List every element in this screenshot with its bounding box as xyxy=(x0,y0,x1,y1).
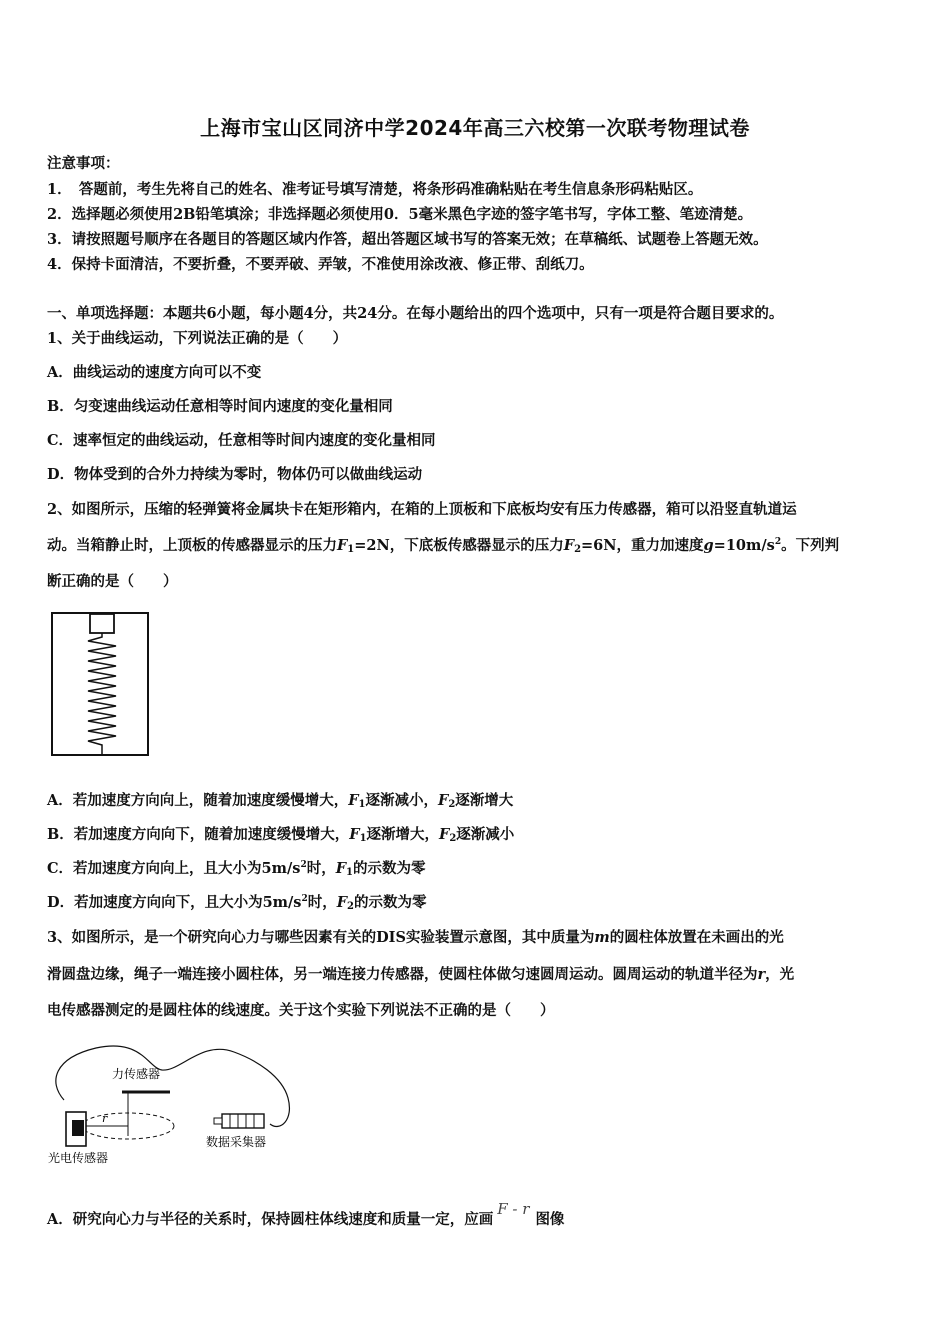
q1-option-c: C．速率恒定的曲线运动，任意相等时间内速度的变化量相同 xyxy=(47,432,436,449)
formula-f-r: F - r xyxy=(497,1200,530,1218)
q3-option-a: A．研究向心力与半径的关系时，保持圆柱体线速度和质量一定，应画F - r图像 xyxy=(47,1200,565,1228)
data-collector-box xyxy=(222,1114,264,1128)
q2-option-d: D．若加速度方向向下，且大小为$5m/s^2$时，$F_2$的示数为零 xyxy=(47,894,427,912)
notice-item-1: 1． 答题前，考生先将自己的姓名、准考证号填写清楚，将条形码准确粘贴在考生信息条形码粘贴区。 xyxy=(47,181,703,198)
notice-item-4: 4．保持卡面清洁，不要折叠，不要弄破、弄皱，不准使用涂改液、修正带、刮纸刀。 xyxy=(47,256,594,273)
q2-stem-line2: 动。当箱静止时，上顶板的传感器显示的压力$F_1=2N$，下底板传感器显示的压力$F_2=6N$，重力加速度$g=10m/s^2$。下列判 xyxy=(47,537,840,555)
q3-stem-line1: 3、如图所示，是一个研究向心力与哪些因素有关的DIS实验装置示意图，其中质量为m的圆柱体放置在未画出的光 xyxy=(47,929,784,946)
exam-title: 上海市宝山区同济中学2024年高三六校第一次联考物理试卷 xyxy=(200,116,750,140)
notice-heading: 注意事项： xyxy=(47,155,120,172)
q3-stem-line2: 滑圆盘边缘，绳子一端连接小圆柱体，另一端连接力传感器，使圆柱体做匀速圆周运动。圆周运动的轨道半径为r，光 xyxy=(47,966,795,983)
dis-apparatus-figure xyxy=(44,1036,300,1172)
q2-option-a: A．若加速度方向向上，随着加速度缓慢增大，$F_1$逐渐减小，$F_2$逐渐增大 xyxy=(47,792,514,810)
radius-label: r xyxy=(102,1112,108,1125)
q1-option-a: A．曲线运动的速度方向可以不变 xyxy=(47,364,262,381)
data-collector-label: 数据采集器 xyxy=(206,1135,267,1149)
q3-stem-line3: 电传感器测定的是圆柱体的线速度。关于这个实验下列说法不正确的是（ ） xyxy=(47,1002,555,1019)
compressed-spring xyxy=(88,633,116,754)
metal-block xyxy=(90,614,114,633)
q1-option-d: D．物体受到的合外力持续为零时，物体仍可以做曲线运动 xyxy=(47,466,423,483)
q2-stem-line1: 2、如图所示，压缩的轻弹簧将金属块卡在矩形箱内，在箱的上顶板和下底板均安有压力传感器，箱可以沿竖直轨道运 xyxy=(47,501,797,518)
cylinder-block xyxy=(72,1120,84,1136)
spring-box-figure xyxy=(48,610,152,760)
q2-stem-line3: 断正确的是（ ） xyxy=(47,573,178,590)
force-sensor-label: 力传感器 xyxy=(112,1067,161,1081)
section-heading: 一、单项选择题：本题共6小题，每小题4分，共24分。在每小题给出的四个选项中，只有一项是符合题目要求的。 xyxy=(47,305,784,322)
notice-item-2: 2．选择题必须使用2B铅笔填涂；非选择题必须使用0．5毫米黑色字迹的签字笔书写，字体工整、笔迹清楚。 xyxy=(47,206,753,223)
q1-option-b: B．匀变速曲线运动任意相等时间内速度的变化量相同 xyxy=(47,398,393,415)
q1-stem: 1、关于曲线运动，下列说法正确的是（ ） xyxy=(47,330,348,347)
q2-option-c: C．若加速度方向向上，且大小为$5m/s^2$时，$F_1$的示数为零 xyxy=(47,860,426,878)
photo-sensor-label: 光电传感器 xyxy=(48,1151,109,1165)
q2-option-b: B．若加速度方向向下，随着加速度缓慢增大，$F_1$逐渐增大，$F_2$逐渐减小 xyxy=(47,826,515,844)
notice-item-3: 3．请按照题号顺序在各题目的答题区域内作答，超出答题区域书写的答案无效；在草稿纸、试题卷上答题无效。 xyxy=(47,231,768,248)
